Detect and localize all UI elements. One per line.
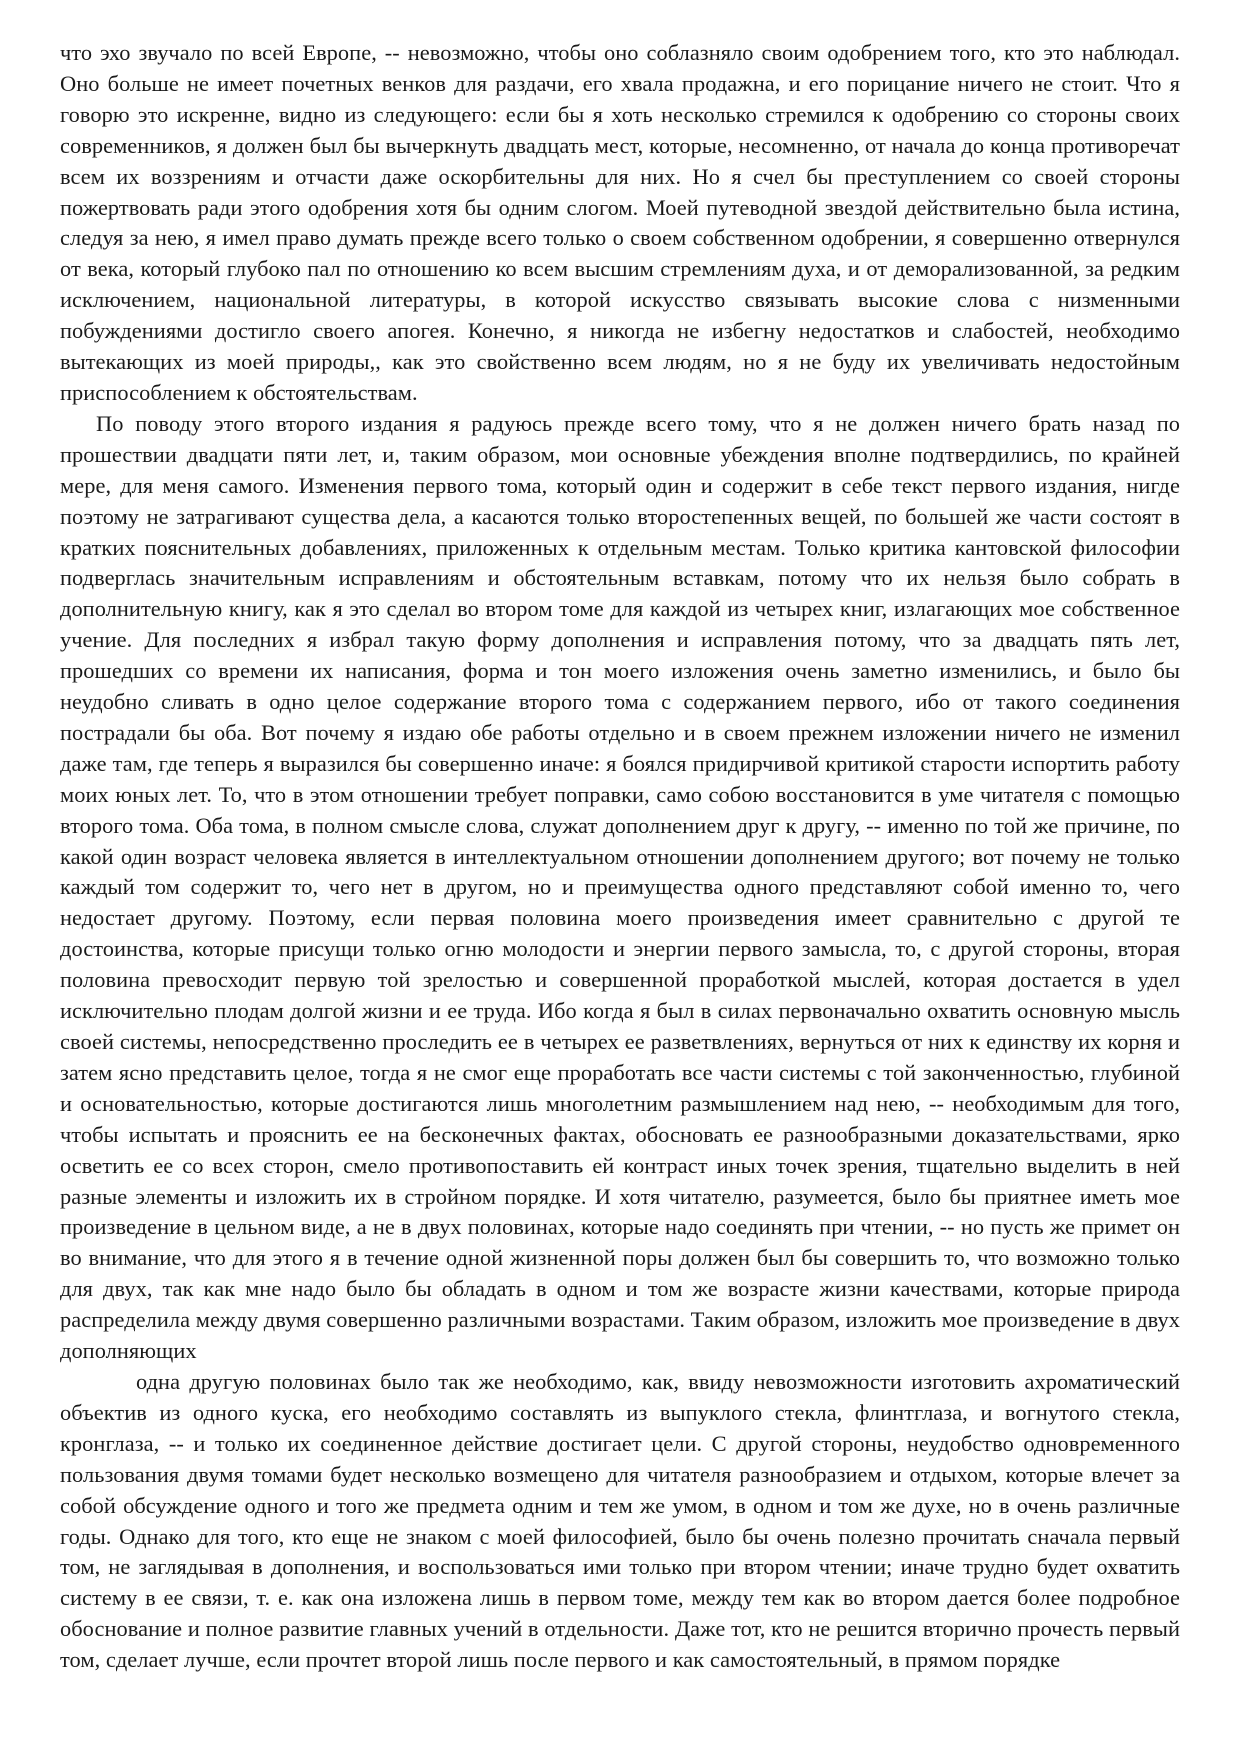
document-page <box>60 38 1180 1676</box>
paragraph-2: По поводу этого второго издания я радуюсь прежде всего тому, что я не должен ничего брать назад по прошествии двадцати пяти лет, и, таким образом, мои основные убеждения вполне подтвердились, по крайней мере, для меня самого. Изменения первого тома, который один и содержит в себе текст первого издания, нигде поэтому не затрагивают существа дела, а касаются только второстепенных вещей, по большей же части состоят в кратких пояснительных добавлениях, приложенных к отдельным местам. Только критика кантовской философии подверглась значительным исправлениям и обстоятельным вставкам, потому что их нельзя было собрать в дополнительную книгу, как я это сделал во втором томе для каждой из четырех книг, излагающих мое собственное учение. Для последних я избрал такую форму дополнения и исправления потому, что за двадцать пять лет, прошедших со времени их написания, форма и тон моего изложения очень заметно изменились, и было бы неудобно сливать в одно целое содержание второго тома с содержанием первого, ибо от такого соединения пострадали бы оба. Вот почему я издаю обе работы отдельно и в своем прежнем изложении ничего не изменил даже там, где теперь я выразился бы совершенно иначе: я боялся придирчивой критикой старости испортить работу моих юных лет. То, что в этом отношении требует поправки, само собою восстановится в уме читателя с помощью второго тома. Оба тома, в полном смысле слова, служат дополнением друг к другу, -- именно по той же причине, по какой один возраст человека является в интеллектуальном отношении дополнением другого; вот почему не только каждый том содержит то, чего нет в другом, но и преимущества одного представляют собой именно то, чего недостает другому. Поэтому, если первая половина моего произведения имеет сравнительно с другой те достоинства, которые присущи только огню молодости и энергии первого замысла, то, с другой стороны, вторая половина превосходит первую той зрелостью и совершенной проработкой мыслей, которая достается в удел исключительно плодам долгой жизни и ее труда. Ибо когда я был в силах первоначально охватить основную мысль своей системы, непосредственно проследить ее в четырех ее разветвлениях, вернуться от них к единству их корня и затем ясно представить целое, тогда я не смог еще проработать все части системы с той законченностью, глубиной и основательностью, которые достигаются лишь многолетним размышлением над нею, -- необходимым для того, чтобы испытать и прояснить ее на бесконечных фактах, обосновать ее разнообразными доказательствами, ярко осветить ее со всех сторон, смело противопоставить ей контраст иных точек зрения, тщательно выделить в ней разные элементы и изложить их в стройном порядке. И хотя читателю, разумеется, было бы приятнее иметь мое произведение в цельном виде, а не в двух половинах, которые надо соединять при чтении, -- но пусть же примет он во внимание, что для этого я в течение одной жизненной поры должен был бы совершить то, что возможно только для двух, так как мне надо было бы обладать в одном и том же возрасте жизни качествами, которые природа распределила между двумя совершенно различными возрастами. Таким образом, изложить мое произведение в двух дополняющих <box>60 410 1180 1364</box>
paragraph-1: что эхо звучало по всей Европе, -- невозможно, чтобы оно соблазняло своим одобрением того, кто это наблюдал. Оно больше не имеет почетных венков для раздачи, его хвала продажна, и его порицание ничего не стоит. Что я говорю это искренне, видно из следующего: если бы я хоть несколько стремился к одобрению со стороны своих современников, я должен был бы вычеркнуть двадцать мест, которые, несомненно, от начала до конца противоречат всем их воззрениям и отчасти даже оскорбительны для них. Но я счел бы преступлением со своей стороны пожертвовать ради этого одобрения хотя бы одним слогом. Моей путеводной звездой действительно была истина, следуя за нею, я имел право думать прежде всего только о своем собственном одобрении, я совершенно отвернулся от века, который глубоко пал по отношению ко всем высшим стремлениям духа, и от деморализованной, за редким исключением, национальной литературы, в которой искусство связывать высокие слова с низменными побуждениями достигло своего апогея. Конечно, я никогда не избегну недостатков и слабостей, необходимо вытекающих из моей природы,, как это свойственно всем людям, но я не буду их увеличивать недостойным приспособлением к обстоятельствам. <box>60 40 1180 405</box>
paragraph-3: одна другую половинах было так же необходимо, как, ввиду невозможности изготовить ахроматический объектив из одного куска, его необходимо составлять из выпуклого стекла, флинтглаза, и вогнутого стекла, кронглаза, -- и только их соединенное действие достигает цели. С другой стороны, неудобство одновременного пользования двумя томами будет несколько возмещено для читателя разнообразием и отдыхом, которые влечет за собой обсуждение одного и того же предмета одним и тем же умом, в одном и том же духе, но в очень различные годы. Однако для того, кто еще не знаком с моей философией, было бы очень полезно прочитать сначала первый том, не заглядывая в дополнения, и воспользоваться ими только при втором чтении; иначе трудно будет охватить систему в ее связи, т. е. как она изложена лишь в первом томе, между тем как во втором дается более подробное обоснование и полное развитие главных учений в отдельности. Даже тот, кто не решится вторично прочесть первый том, сделает лучше, если прочтет второй лишь после первого и как самостоятельный, в прямом порядке <box>60 1368 1180 1673</box>
